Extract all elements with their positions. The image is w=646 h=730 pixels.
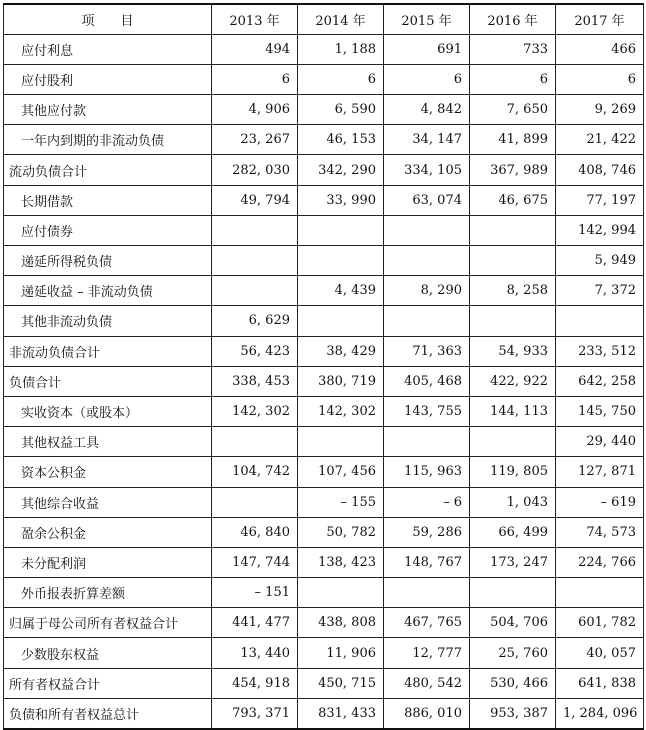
cell-value: 77, 197 (556, 185, 644, 215)
cell-value: 224, 766 (556, 547, 644, 577)
header-item: 项 目 (4, 4, 212, 34)
table-header-row (4, 4, 644, 34)
cell-value: 38, 429 (298, 336, 384, 366)
cell-value: 56, 423 (212, 336, 298, 366)
cell-value: 793, 371 (212, 698, 298, 728)
balance-sheet-wrapper (3, 3, 644, 730)
cell-value (556, 578, 644, 608)
cell-value: 4, 842 (384, 95, 470, 125)
cell-value: 1, 284, 096 (556, 698, 644, 728)
row-label: 资本公积金 (4, 457, 212, 487)
row-label: 其他非流动负债 (4, 306, 212, 336)
cell-value: 142, 302 (298, 396, 384, 426)
cell-value: 831, 433 (298, 698, 384, 728)
row-label: 应付债券 (4, 215, 212, 245)
table-row (4, 34, 644, 64)
cell-value: 5, 949 (556, 246, 644, 276)
cell-value: 480, 542 (384, 668, 470, 698)
cell-value (470, 246, 556, 276)
cell-value: 12, 777 (384, 638, 470, 668)
row-label: 实收资本（或股本） (4, 396, 212, 426)
table-row (4, 125, 644, 155)
row-label: 其他应付款 (4, 95, 212, 125)
cell-value: – 619 (556, 487, 644, 517)
table-row (4, 396, 644, 426)
cell-value: 50, 782 (298, 517, 384, 547)
row-label: 外币报表折算差额 (4, 578, 212, 608)
table-row (4, 215, 644, 245)
row-label: 应付股利 (4, 64, 212, 94)
cell-value: 9, 269 (556, 95, 644, 125)
table-row (4, 366, 644, 396)
cell-value: 338, 453 (212, 366, 298, 396)
cell-value (384, 578, 470, 608)
cell-value (298, 578, 384, 608)
row-label: 非流动负债合计 (4, 336, 212, 366)
cell-value: 119, 805 (470, 457, 556, 487)
table-row (4, 547, 644, 577)
cell-value: 41, 899 (470, 125, 556, 155)
cell-value (470, 215, 556, 245)
cell-value: – 155 (298, 487, 384, 517)
row-label: 其他综合收益 (4, 487, 212, 517)
cell-value: 1, 043 (470, 487, 556, 517)
cell-value: 34, 147 (384, 125, 470, 155)
cell-value: 143, 755 (384, 396, 470, 426)
cell-value: 145, 750 (556, 396, 644, 426)
cell-value: 7, 372 (556, 276, 644, 306)
cell-value: 467, 765 (384, 608, 470, 638)
cell-value (384, 427, 470, 457)
cell-value: 334, 105 (384, 155, 470, 185)
table-row (4, 698, 644, 728)
row-label: 长期借款 (4, 185, 212, 215)
row-label: 应付利息 (4, 34, 212, 64)
table-row (4, 427, 644, 457)
cell-value: 438, 808 (298, 608, 384, 638)
cell-value: 641, 838 (556, 668, 644, 698)
table-row (4, 487, 644, 517)
table-row (4, 246, 644, 276)
cell-value: 454, 918 (212, 668, 298, 698)
cell-value: 8, 290 (384, 276, 470, 306)
cell-value: 6 (212, 64, 298, 94)
cell-value: 173, 247 (470, 547, 556, 577)
cell-value: 380, 719 (298, 366, 384, 396)
cell-value (298, 306, 384, 336)
cell-value: 127, 871 (556, 457, 644, 487)
cell-value: 6 (470, 64, 556, 94)
cell-value: 6 (384, 64, 470, 94)
cell-value: 107, 456 (298, 457, 384, 487)
cell-value (212, 276, 298, 306)
cell-value: 6, 629 (212, 306, 298, 336)
cell-value: 233, 512 (556, 336, 644, 366)
cell-value: 71, 363 (384, 336, 470, 366)
cell-value (470, 306, 556, 336)
table-row (4, 668, 644, 698)
table-body (4, 34, 644, 728)
header-year-2016: 2016 年 (470, 4, 556, 34)
cell-value: 466 (556, 34, 644, 64)
row-label: 负债和所有者权益总计 (4, 698, 212, 728)
table-row (4, 185, 644, 215)
cell-value: 54, 933 (470, 336, 556, 366)
cell-value: 46, 840 (212, 517, 298, 547)
cell-value: 6 (298, 64, 384, 94)
cell-value: 6 (556, 64, 644, 94)
cell-value: 504, 706 (470, 608, 556, 638)
row-label: 未分配利润 (4, 547, 212, 577)
cell-value: 25, 760 (470, 638, 556, 668)
cell-value: 33, 990 (298, 185, 384, 215)
cell-value (298, 427, 384, 457)
cell-value: 494 (212, 34, 298, 64)
cell-value: 886, 010 (384, 698, 470, 728)
cell-value: 104, 742 (212, 457, 298, 487)
cell-value: 148, 767 (384, 547, 470, 577)
cell-value: 142, 994 (556, 215, 644, 245)
cell-value (470, 578, 556, 608)
cell-value: 4, 906 (212, 95, 298, 125)
table-row (4, 336, 644, 366)
row-label: 归属于母公司所有者权益合计 (4, 608, 212, 638)
cell-value: 66, 499 (470, 517, 556, 547)
row-label: 一年内到期的非流动负债 (4, 125, 212, 155)
table-row (4, 638, 644, 668)
header-year-2014: 2014 年 (298, 4, 384, 34)
cell-value (212, 487, 298, 517)
cell-value: – 151 (212, 578, 298, 608)
cell-value: 642, 258 (556, 366, 644, 396)
cell-value: 691 (384, 34, 470, 64)
cell-value: 63, 074 (384, 185, 470, 215)
cell-value: 367, 989 (470, 155, 556, 185)
cell-value: 601, 782 (556, 608, 644, 638)
cell-value: 405, 468 (384, 366, 470, 396)
row-label: 所有者权益合计 (4, 668, 212, 698)
cell-value (556, 306, 644, 336)
cell-value (384, 306, 470, 336)
header-year-2017: 2017 年 (556, 4, 644, 34)
cell-value: 138, 423 (298, 547, 384, 577)
cell-value: 342, 290 (298, 155, 384, 185)
cell-value: 450, 715 (298, 668, 384, 698)
cell-value: 23, 267 (212, 125, 298, 155)
cell-value (470, 427, 556, 457)
row-label: 其他权益工具 (4, 427, 212, 457)
cell-value: 733 (470, 34, 556, 64)
table-row (4, 276, 644, 306)
row-label: 少数股东权益 (4, 638, 212, 668)
cell-value: – 6 (384, 487, 470, 517)
cell-value (298, 215, 384, 245)
cell-value: 46, 675 (470, 185, 556, 215)
table-row (4, 457, 644, 487)
cell-value (298, 246, 384, 276)
cell-value (212, 246, 298, 276)
cell-value: 40, 057 (556, 638, 644, 668)
table-row (4, 64, 644, 94)
cell-value: 4, 439 (298, 276, 384, 306)
cell-value: 29, 440 (556, 427, 644, 457)
cell-value: 953, 387 (470, 698, 556, 728)
cell-value: 115, 963 (384, 457, 470, 487)
cell-value: 11, 906 (298, 638, 384, 668)
table-row (4, 578, 644, 608)
cell-value (212, 427, 298, 457)
cell-value: 142, 302 (212, 396, 298, 426)
row-label: 流动负债合计 (4, 155, 212, 185)
table-row (4, 517, 644, 547)
cell-value: 408, 746 (556, 155, 644, 185)
cell-value (384, 246, 470, 276)
row-label: 盈余公积金 (4, 517, 212, 547)
cell-value (212, 215, 298, 245)
balance-sheet-table (3, 3, 644, 730)
cell-value: 422, 922 (470, 366, 556, 396)
cell-value: 1, 188 (298, 34, 384, 64)
table-row (4, 95, 644, 125)
table-row (4, 608, 644, 638)
cell-value (384, 215, 470, 245)
table-row (4, 155, 644, 185)
table-row (4, 306, 644, 336)
row-label: 负债合计 (4, 366, 212, 396)
row-label: 递延收益 – 非流动负债 (4, 276, 212, 306)
row-label: 递延所得税负债 (4, 246, 212, 276)
cell-value: 147, 744 (212, 547, 298, 577)
header-year-2013: 2013 年 (212, 4, 298, 34)
cell-value: 441, 477 (212, 608, 298, 638)
cell-value: 13, 440 (212, 638, 298, 668)
cell-value: 144, 113 (470, 396, 556, 426)
cell-value: 59, 286 (384, 517, 470, 547)
cell-value: 530, 466 (470, 668, 556, 698)
cell-value: 8, 258 (470, 276, 556, 306)
cell-value: 74, 573 (556, 517, 644, 547)
cell-value: 6, 590 (298, 95, 384, 125)
header-year-2015: 2015 年 (384, 4, 470, 34)
cell-value: 46, 153 (298, 125, 384, 155)
cell-value: 7, 650 (470, 95, 556, 125)
cell-value: 49, 794 (212, 185, 298, 215)
cell-value: 21, 422 (556, 125, 644, 155)
cell-value: 282, 030 (212, 155, 298, 185)
